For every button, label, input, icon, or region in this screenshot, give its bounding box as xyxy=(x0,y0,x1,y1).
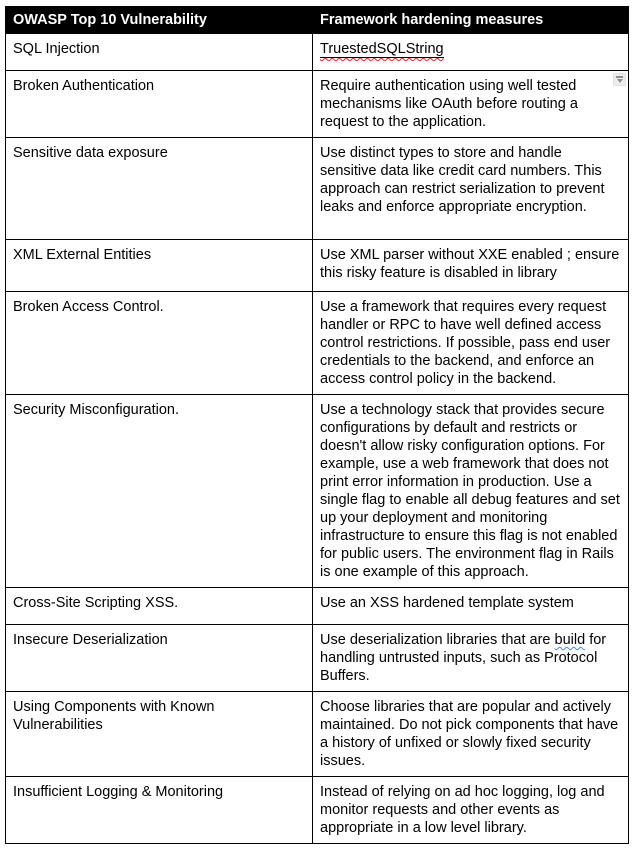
table-row-security-misconfiguration xyxy=(6,395,629,588)
table-row-xml-external-entities xyxy=(6,240,629,292)
table-row-insecure-deserialization xyxy=(6,625,629,692)
column-header-vulnerability[interactable]: OWASP Top 10 Vulnerability xyxy=(6,7,313,34)
misspelled-underlined-text[interactable]: TruestedSQLString xyxy=(320,41,444,57)
vulnerability-cell[interactable]: Insecure Deserialization xyxy=(6,625,313,692)
table-row-insufficient-logging xyxy=(6,777,629,844)
measure-cell[interactable]: Use XML parser without XXE enabled ; ensure this risky feature is disabled in library xyxy=(313,240,629,292)
column-header-measures[interactable]: Framework hardening measures xyxy=(313,7,629,34)
vulnerability-cell[interactable]: Broken Access Control. xyxy=(6,292,313,395)
measure-text: Require authentication using well tested mechanisms like OAuth before routing a request to the application. xyxy=(320,78,578,130)
measure-text: Use deserialization libraries that are xyxy=(320,632,555,648)
header-row xyxy=(6,7,629,34)
vulnerability-cell[interactable]: SQL Injection xyxy=(6,34,313,71)
measure-cell[interactable]: Use a technology stack that provides secure configurations by default and restricts or doesn't allow risky configuration options. For example, use a web framework that does not print error information in production. Use a single flag to enable all debug features and set up your deployment and monitoring infrastructure to ensure this flag is not enabled for public users. The environment flag in Rails is one example of this approach. xyxy=(313,395,629,588)
vulnerability-cell[interactable]: Security Misconfiguration. xyxy=(6,395,313,588)
vulnerability-cell[interactable]: Insufficient Logging & Monitoring xyxy=(6,777,313,844)
measure-cell[interactable]: Use an XSS hardened template system xyxy=(313,588,629,625)
owasp-hardening-table xyxy=(5,6,629,844)
vulnerability-cell[interactable]: Cross-Site Scripting XSS. xyxy=(6,588,313,625)
table-row-cross-site-scripting xyxy=(6,588,629,625)
measure-cell[interactable]: Use a framework that requires every request handler or RPC to have well defined access control restrictions. If possible, pass end user credentials to the backend, and enforce an access control policy in the backend. xyxy=(313,292,629,395)
measure-cell[interactable]: Instead of relying on ad hoc logging, log and monitor requests and other events as appropriate in a low level library. xyxy=(313,777,629,844)
table-row-sensitive-data-exposure xyxy=(6,138,629,240)
table-row-sql-injection xyxy=(6,34,629,71)
measure-text: for handling untrusted inputs, such as Protocol Buffers. xyxy=(320,632,607,684)
measure-cell[interactable] xyxy=(313,71,629,138)
grammar-flagged-word[interactable]: build xyxy=(554,632,586,648)
measure-cell[interactable]: Use distinct types to store and handle sensitive data like credit card numbers. This approach can restrict serialization to prevent leaks and enforce appropriate encryption. xyxy=(313,138,629,240)
measure-cell[interactable] xyxy=(313,625,629,692)
dropdown-indicator-icon[interactable] xyxy=(613,73,626,86)
vulnerability-cell[interactable]: Using Components with Known Vulnerabilities xyxy=(6,692,313,777)
vulnerability-cell[interactable]: XML External Entities xyxy=(6,240,313,292)
table-row-known-vulnerable-components xyxy=(6,692,629,777)
vulnerability-cell[interactable]: Sensitive data exposure xyxy=(6,138,313,240)
measure-cell[interactable]: Choose libraries that are popular and actively maintained. Do not pick components that have a history of unfixed or slowly fixed security issues. xyxy=(313,692,629,777)
table-row-broken-authentication xyxy=(6,71,629,138)
table-row-broken-access-control xyxy=(6,292,629,395)
measure-cell[interactable] xyxy=(313,34,629,71)
vulnerability-cell[interactable]: Broken Authentication xyxy=(6,71,313,138)
